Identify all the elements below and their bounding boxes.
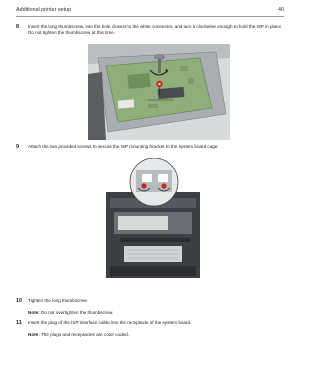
page-number: 40 [278, 7, 284, 13]
printer-screws-illustration [100, 158, 206, 282]
isp-thumbscrew-illustration [88, 44, 230, 140]
step-11-note [28, 332, 129, 338]
note-text: The plugs and receptacles are color coded. [39, 332, 130, 337]
step-text: Attach the two provided screws to secure the ISP mounting bracket to the system board cage. [28, 144, 219, 149]
step-text: Tighten the long thumbscrew. [28, 298, 88, 303]
header-title: Additional printer setup [16, 7, 72, 13]
step-10-note [28, 310, 113, 316]
header-divider [16, 16, 284, 17]
step-number: 8 [16, 24, 19, 30]
step-text: Insert the long thumbscrew, into the hole closest to the white connector, and turn it clockwise enough to hold the ISP in place. Do not tighten the thumbscrew at this time. [28, 24, 283, 36]
note-text: Do not overtighten the thumbscrew. [39, 310, 114, 315]
step-number: 9 [16, 144, 19, 150]
note-label: Note: [28, 332, 40, 337]
step-text: Insert the plug of the ISP interface cable into the receptacle of the system board. [28, 320, 192, 325]
note-label: Note: [28, 310, 40, 315]
step-number: 10 [16, 298, 22, 304]
step-number: 11 [16, 320, 22, 326]
